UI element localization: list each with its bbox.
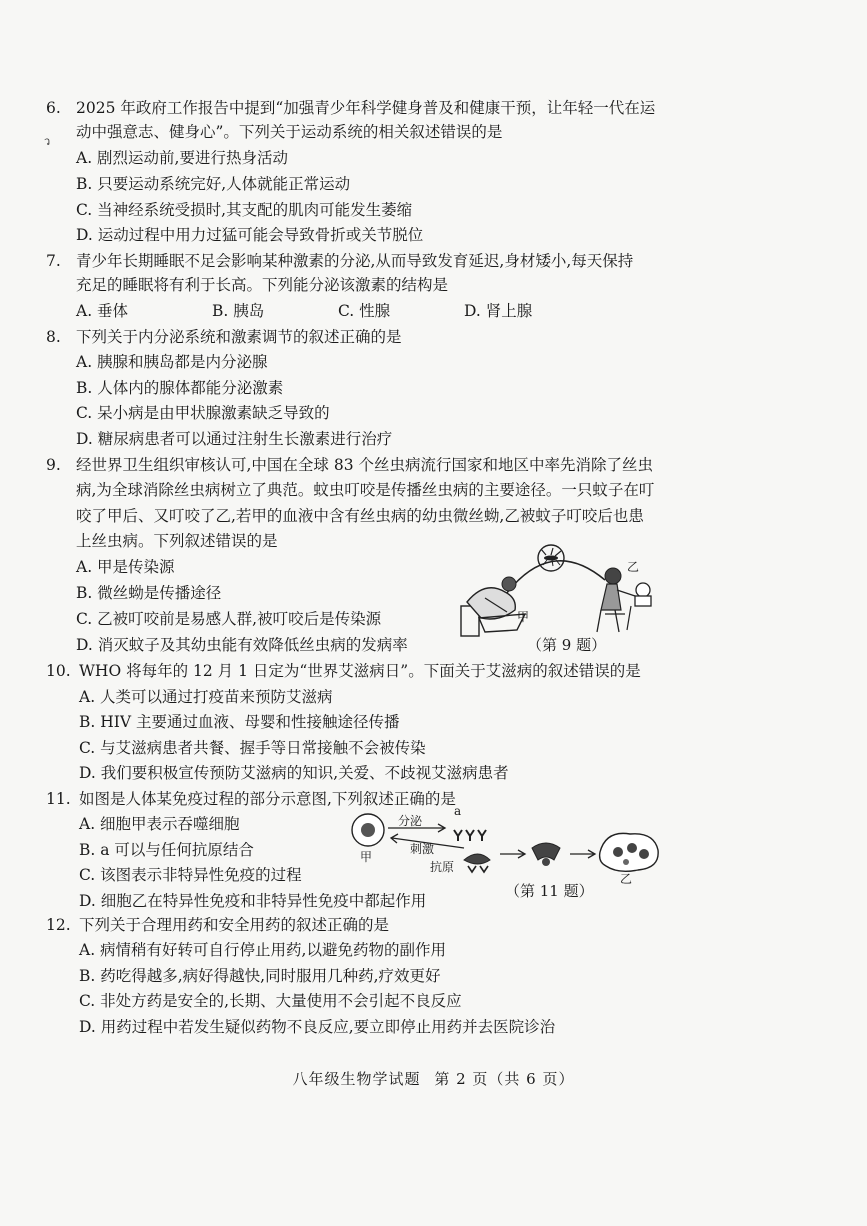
q9-stem-line4: 上丝虫病。下列叙述错误的是 — [76, 532, 278, 550]
q12-number: 12. — [46, 916, 71, 934]
q11-number: 11. — [46, 790, 71, 808]
q11-option-b: B. a 可以与任何抗原结合 — [79, 841, 254, 859]
q9-number: 9. — [46, 456, 61, 474]
q6-option-d: D. 运动过程中用力过猛可能会导致骨折或关节脱位 — [76, 226, 424, 244]
mosquito-transmission-illustration — [455, 540, 665, 640]
q7-option-d: D. 肾上腺 — [464, 302, 533, 320]
q8-stem: 下列关于内分泌系统和激素调节的叙述正确的是 — [76, 328, 402, 346]
q7-option-c: C. 性腺 — [338, 302, 391, 320]
q9-figure-label-b: 乙 — [627, 560, 640, 574]
q11-label-cell-a: 甲 — [360, 850, 373, 864]
q6-option-a: A. 剧烈运动前,要进行热身活动 — [76, 149, 288, 167]
q9-option-c: C. 乙被叮咬前是易感人群,被叮咬后是传染源 — [76, 610, 382, 628]
q11-label-a: a — [454, 804, 462, 818]
antibody-a-icon — [454, 830, 486, 841]
cell-a-icon — [352, 814, 384, 846]
q7-stem-line1: 青少年长期睡眠不足会影响某种激素的分泌,从而导致发育延迟,身材矮小,每天保持 — [76, 252, 634, 270]
q9-figure-caption: （第 9 题） — [527, 636, 607, 654]
q12-stem: 下列关于合理用药和安全用药的叙述正确的是 — [79, 916, 390, 934]
q11-option-d: D. 细胞乙在特异性免疫和非特异性免疫中都起作用 — [79, 892, 427, 910]
footer-subject: 八年级生物学试题 — [292, 1070, 421, 1088]
q11-label-cell-b: 乙 — [620, 872, 633, 886]
footer-page-number: 第 2 页（共 6 页） — [434, 1070, 575, 1088]
q11-label-stimulate: 刺激 — [410, 842, 435, 856]
q10-stem: WHO 将每年的 12 月 1 日定为“世界艾滋病日”。下面关于艾滋病的叙述错误的是 — [79, 662, 641, 680]
mosquito-icon — [541, 548, 561, 566]
q9-option-d: D. 消灭蚊子及其幼虫能有效降低丝虫病的发病率 — [76, 636, 408, 654]
q6-stem-line2: 动中强意志、健身心”。下列关于运动系统的相关叙述错误的是 — [76, 123, 503, 141]
q11-option-c: C. 该图表示非特异性免疫的过程 — [79, 866, 302, 884]
q7-number: 7. — [46, 252, 61, 270]
person-b-icon — [597, 568, 651, 632]
q9-figure — [455, 540, 665, 640]
q10-option-d: D. 我们要积极宣传预防艾滋病的知识,关爱、不歧视艾滋病患者 — [79, 764, 509, 782]
q7-option-a: A. 垂体 — [76, 302, 129, 320]
q10-option-b: B. HIV 主要通过血液、母婴和性接触途径传播 — [79, 713, 400, 731]
q11-label-secrete: 分泌 — [398, 814, 423, 828]
person-a-sleeping-icon — [461, 577, 525, 636]
antigen-antibody-complex-icon — [532, 843, 560, 866]
antigen-icon — [464, 854, 490, 872]
cell-b-phagocyte-icon — [600, 833, 659, 871]
q9-option-b: B. 微丝蚴是传播途径 — [76, 584, 222, 602]
q9-option-a: A. 甲是传染源 — [76, 558, 175, 576]
q10-number: 10. — [46, 662, 71, 680]
q11-option-a: A. 细胞甲表示吞噬细胞 — [79, 815, 240, 833]
q10-option-c: C. 与艾滋病患者共餐、握手等日常接触不会被传染 — [79, 739, 426, 757]
q6-number: 6. — [46, 99, 61, 117]
q9-stem-line3: 咬了甲后、又叮咬了乙,若甲的血液中含有丝虫病的幼虫微丝蚴,乙被蚊子叮咬后也患 — [76, 507, 644, 525]
q8-number: 8. — [46, 328, 61, 346]
q11-label-antigen: 抗原 — [430, 860, 455, 874]
q8-option-a: A. 胰腺和胰岛都是内分泌腺 — [76, 353, 268, 371]
q11-figure-caption: （第 11 题） — [505, 882, 594, 900]
q12-option-c: C. 非处方药是安全的,长期、大量使用不会引起不良反应 — [79, 992, 462, 1010]
q9-figure-label-a: 甲 — [517, 610, 530, 624]
q6-option-c: C. 当神经系统受损时,其支配的肌肉可能发生萎缩 — [76, 201, 413, 219]
q9-stem-line2: 病,为全球消除丝虫病树立了典范。蚊虫叮咬是传播丝虫病的主要途径。一只蚊子在叮 — [76, 481, 655, 499]
q11-stem: 如图是人体某免疫过程的部分示意图,下列叙述正确的是 — [79, 790, 456, 808]
q10-option-a: A. 人类可以通过打疫苗来预防艾滋病 — [79, 688, 333, 706]
q7-option-b: B. 胰岛 — [212, 302, 265, 320]
q8-option-c: C. 呆小病是由甲状腺激素缺乏导致的 — [76, 404, 330, 422]
q12-option-b: B. 药吃得越多,病好得越快,同时服用几种药,疗效更好 — [79, 967, 441, 985]
page-footer — [0, 1068, 867, 1089]
q12-option-a: A. 病情稍有好转可自行停止用药,以避免药物的副作用 — [79, 941, 446, 959]
q11-figure — [348, 804, 673, 888]
stray-mark: ว — [44, 135, 51, 148]
q6-stem-line1: 2025 年政府工作报告中提到“加强青少年科学健身普及和健康干预，让年轻一代在运 — [76, 99, 656, 117]
q9-stem-line1: 经世界卫生组织审核认可,中国在全球 83 个丝虫病流行国家和地区中率先消除了丝虫 — [76, 456, 654, 474]
q7-stem-line2: 充足的睡眠将有利于长高。下列能分泌该激素的结构是 — [76, 276, 449, 294]
q6-option-b: B. 只要运动系统完好,人体就能正常运动 — [76, 175, 351, 193]
q12-option-d: D. 用药过程中若发生疑似药物不良反应,要立即停止用药并去医院诊治 — [79, 1018, 556, 1036]
q8-option-d: D. 糖尿病患者可以通过注射生长激素进行治疗 — [76, 430, 393, 448]
q8-option-b: B. 人体内的腺体都能分泌激素 — [76, 379, 284, 397]
